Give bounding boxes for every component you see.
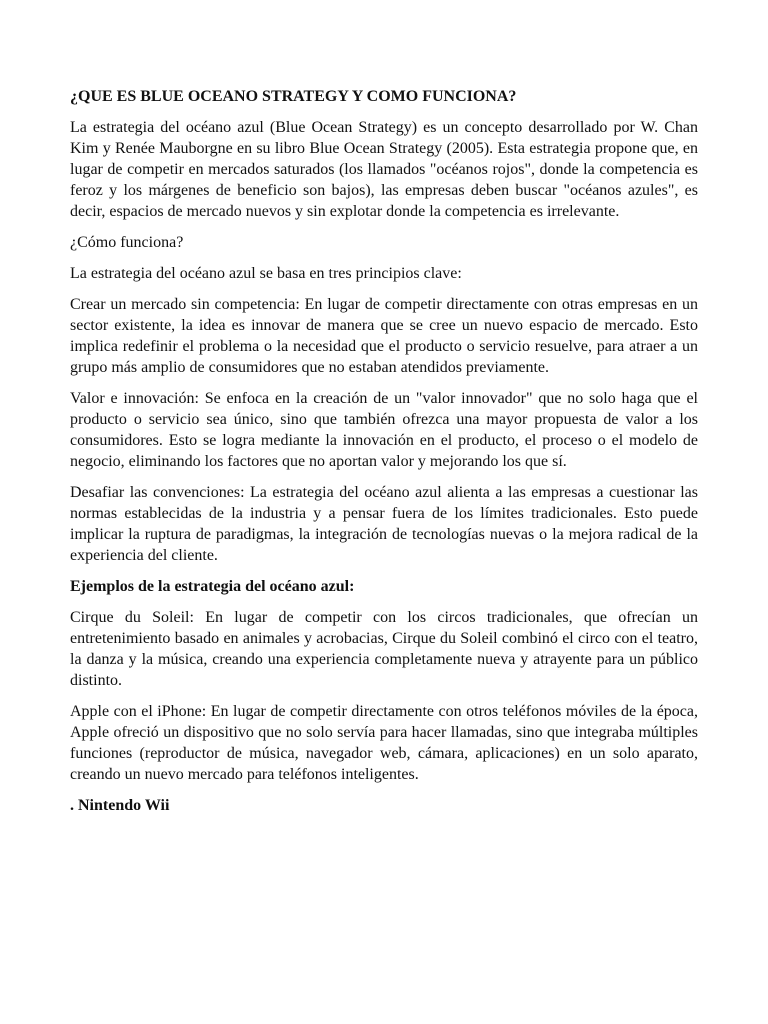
document-title: ¿QUE ES BLUE OCEANO STRATEGY Y COMO FUNCIONA? xyxy=(70,88,517,105)
example-paragraph-1: Cirque du Soleil: En lugar de competir con los circos tradicionales, que ofrecían un entretenimiento basado en animales y acrobacias, Cirque du Soleil combinó el circo con el teatro, la danza y la música, creando una experiencia completamente nueva y atrayente para un público distinto. xyxy=(70,609,698,689)
intro-paragraph: La estrategia del océano azul (Blue Ocean Strategy) es un concepto desarrollado por W. Chan Kim y Renée Mauborgne en su libro Blue Ocean Strategy (2005). Esta estrategia propone que, en lugar de competir en mercados saturados (los llamados "océanos rojos", donde la competencia es feroz y los márgenes de beneficio son bajos), las empresas deben buscar "océanos azules", es decir, espacios de mercado nuevos y sin explotar donde la competencia es irrelevante. xyxy=(70,119,698,220)
example-heading-nintendo: . Nintendo Wii xyxy=(70,797,170,814)
document-page xyxy=(70,86,698,816)
examples-heading: Ejemplos de la estrategia del océano azul: xyxy=(70,578,355,595)
principle-paragraph-2: Valor e innovación: Se enfoca en la creación de un "valor innovador" que no solo haga que el producto o servicio sea único, sino que también ofrezca una mayor propuesta de valor a los consumidores. Esto se logra mediante la innovación en el producto, el proceso o el modelo de negocio, eliminando los factores que no aportan valor y mejorando los que sí. xyxy=(70,390,698,470)
principle-paragraph-3: Desafiar las convenciones: La estrategia del océano azul alienta a las empresas a cuestionar las normas establecidas de la industria y a pensar fuera de los límites tradicionales. Esto puede implicar la ruptura de paradigmas, la integración de tecnologías nuevas o la mejora radical de la experiencia del cliente. xyxy=(70,484,698,564)
how-question: ¿Cómo funciona? xyxy=(70,234,184,251)
principles-intro: La estrategia del océano azul se basa en tres principios clave: xyxy=(70,265,462,282)
example-paragraph-2: Apple con el iPhone: En lugar de competir directamente con otros teléfonos móviles de la época, Apple ofreció un dispositivo que no solo servía para hacer llamadas, sino que integraba múltiples funciones (reproductor de música, navegador web, cámara, aplicaciones) en un solo aparato, creando un nuevo mercado para teléfonos inteligentes. xyxy=(70,703,698,783)
principle-paragraph-1: Crear un mercado sin competencia: En lugar de competir directamente con otras empresas en un sector existente, la idea es innovar de manera que se cree un nuevo espacio de mercado. Esto implica redefinir el problema o la necesidad que el producto o servicio resuelve, para atraer a un grupo más amplio de consumidores que no estaban atendidos previamente. xyxy=(70,296,698,376)
